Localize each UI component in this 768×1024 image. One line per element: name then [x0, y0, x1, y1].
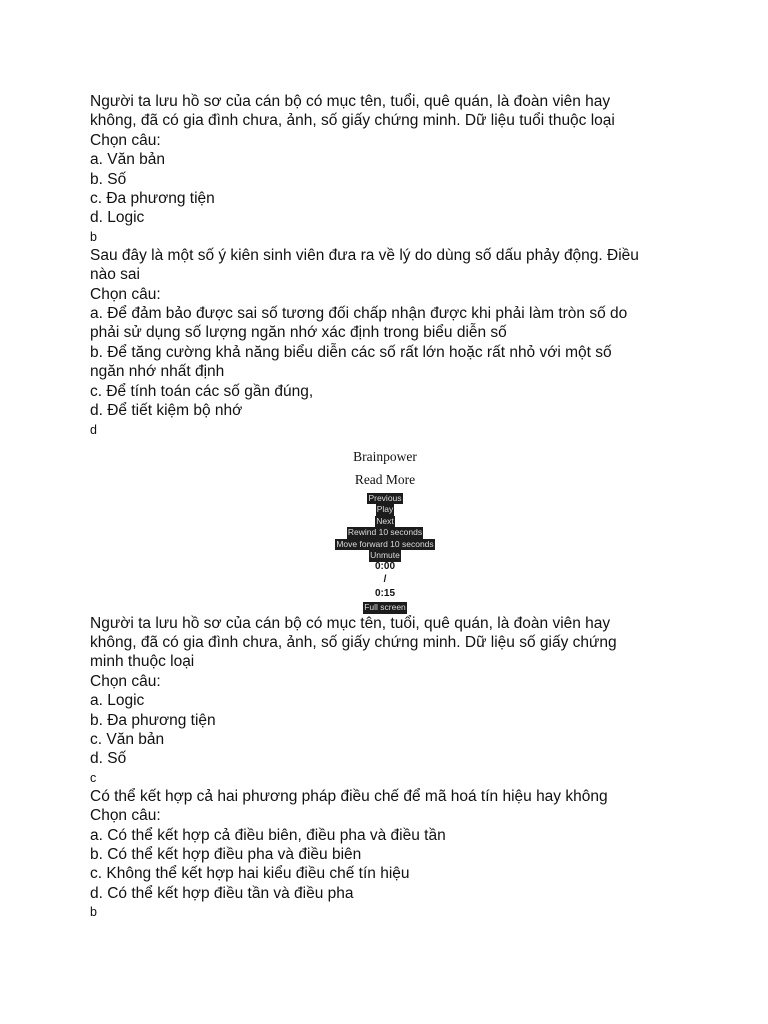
option-a: a. Văn bản: [90, 151, 165, 169]
unmute-button[interactable]: Unmute: [370, 550, 400, 560]
question-stem-line: Người ta lưu hồ sơ của cán bộ có mục tên, tuổi, quê quán, là đoàn viên hay: [90, 614, 611, 632]
question-3: [90, 614, 690, 787]
time-separator: /: [383, 574, 387, 585]
option-b: b. Số: [90, 170, 127, 188]
question-stem-line: không, đã có gia đình chưa, ảnh, số giấy chứng minh. Dữ liệu tuổi thuộc loại: [90, 112, 615, 130]
forward-button[interactable]: Move forward 10 seconds: [336, 538, 434, 549]
option-d: d. Logic: [90, 209, 145, 227]
read-more-link[interactable]: Read More: [354, 471, 416, 487]
question-4: [90, 787, 690, 921]
fullscreen-button[interactable]: Full screen: [364, 602, 406, 612]
question-stem-line: không, đã có gia đình chưa, ảnh, số giấy chứng minh. Dữ liệu số giấy chứng: [90, 633, 617, 651]
choose-prompt: Chọn câu:: [90, 131, 161, 149]
option-a: a. Có thể kết hợp cả điều biên, điều pha và điều tần: [90, 826, 446, 844]
option-b: b. Có thể kết hợp điều pha và điều biên: [90, 845, 362, 863]
option-c: c. Không thể kết hợp hai kiểu điều chế tín hiệu: [90, 865, 410, 883]
next-button[interactable]: Next: [376, 515, 394, 526]
question-stem-line: Sau đây là một số ý kiên sinh viên đưa ra về lý do dùng số dấu phảy động. Điều: [90, 246, 639, 264]
option-b: b. Đa phương tiện: [90, 711, 216, 729]
question-stem-line: Có thể kết hợp cả hai phương pháp điều chế để mã hoá tín hiệu hay không: [90, 787, 608, 805]
answer-key: b: [90, 905, 97, 920]
option-a: a. Để đảm bảo được sai số tương đối chấp nhận được khi phải làm tròn số do: [90, 305, 628, 323]
question-2: [90, 246, 690, 439]
current-time: 0:00: [374, 560, 395, 572]
question-stem-line: Người ta lưu hồ sơ của cán bộ có mục tên, tuổi, quê quán, là đoàn viên hay: [90, 93, 611, 110]
previous-button[interactable]: Previous: [368, 492, 402, 503]
answer-key: c: [90, 770, 97, 785]
question-stem-line: nào sai: [90, 266, 140, 284]
question-stem-line: minh thuộc loại: [90, 653, 195, 671]
video-player: [90, 445, 680, 612]
player-brand: Brainpower: [353, 448, 417, 464]
play-button[interactable]: Play: [376, 504, 394, 514]
answer-key: b: [90, 229, 97, 244]
choose-prompt: Chọn câu:: [90, 807, 161, 825]
choose-prompt: Chọn câu:: [90, 672, 161, 690]
option-d: d. Số: [90, 750, 127, 768]
rewind-button[interactable]: Rewind 10 seconds: [347, 527, 423, 537]
option-c: c. Để tính toán các số gần đúng,: [90, 382, 314, 400]
duration: 0:15: [374, 587, 395, 599]
option-d: d. Có thể kết hợp điều tần và điều pha: [90, 884, 354, 902]
option-a: a. Logic: [90, 692, 145, 710]
question-1: [90, 92, 690, 246]
answer-key: d: [90, 422, 97, 437]
option-b-continued: ngăn nhớ nhất định: [90, 363, 225, 381]
choose-prompt: Chọn câu:: [90, 285, 161, 303]
option-c: c. Đa phương tiện: [90, 190, 215, 208]
option-a-continued: phải sử dụng số lượng ngăn nhớ xác định trong biểu diễn số: [90, 324, 507, 342]
option-d: d. Để tiết kiệm bộ nhớ: [90, 402, 243, 420]
option-b: b. Để tăng cường khả năng biểu diễn các số rất lớn hoặc rất nhỏ với một số: [90, 343, 612, 361]
option-c: c. Văn bản: [90, 730, 165, 748]
document-page: [90, 92, 690, 921]
